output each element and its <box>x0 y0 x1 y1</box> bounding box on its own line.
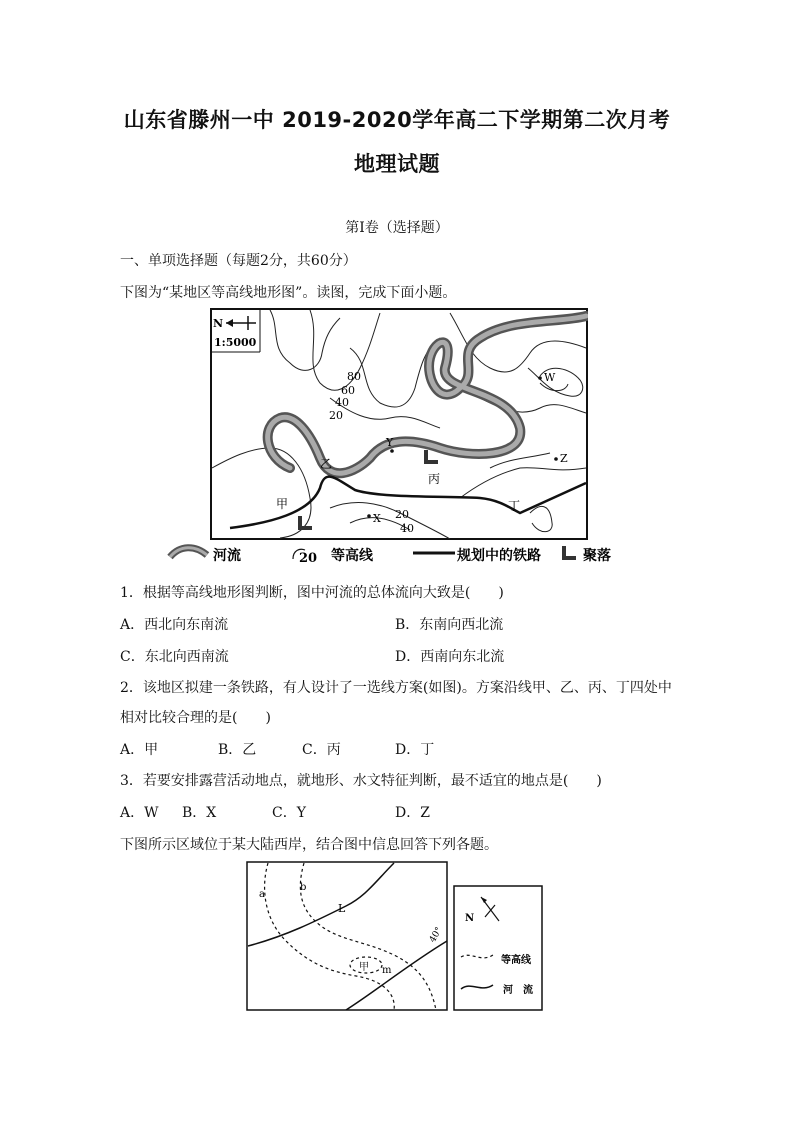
point-z: Z <box>560 452 568 465</box>
question-2-stem-cont: 相对比较合理的是( ) <box>120 710 271 726</box>
map2-label-b: b <box>300 882 307 893</box>
intro-text-1: 下图为“某地区等高线地形图”。读图，完成下面小题。 <box>120 285 457 301</box>
question-2-stem: 2．该地区拟建一条铁路，有人设计了一选线方案(如图)。方案沿线甲、乙、丙、丁四处中 <box>120 680 672 696</box>
contour-label: 40 <box>335 396 349 409</box>
map2-label-l: L <box>338 902 346 915</box>
legend-north: N <box>465 913 475 924</box>
region-map-legend <box>453 885 543 1011</box>
contour-label: 80 <box>347 370 361 383</box>
point-y: Y <box>386 436 394 449</box>
q1-option-c: C．东北向西南流 <box>120 649 229 665</box>
contour-label: 60 <box>341 384 355 397</box>
north-label: N <box>213 317 224 330</box>
contour-label: 20 <box>329 409 343 422</box>
legend-river2: 河 流 <box>503 985 533 996</box>
part-title: 一、单项选择题（每题2分，共60分） <box>120 253 357 269</box>
map-scale: 1:5000 <box>214 336 257 349</box>
place-jia: 甲 <box>276 497 289 511</box>
legend-river: 河流 <box>213 548 241 564</box>
paper-subtitle: 地理试题 <box>354 152 440 176</box>
q1-option-a: A．西北向东南流 <box>120 617 229 633</box>
legend-contour2: 等高线 <box>501 955 531 966</box>
legend-railway: 规划中的铁路 <box>457 548 541 564</box>
contour-map <box>210 308 588 540</box>
legend-contour-value: 20 <box>299 551 318 566</box>
map-legend <box>165 541 635 567</box>
map2-label-jia: 甲 <box>359 962 369 973</box>
question-3-stem: 3．若要安排露营活动地点，就地形、水文特征判断，最不适宜的地点是( ) <box>120 773 602 789</box>
q3-option-d: D．Z <box>395 805 430 821</box>
point-x: X <box>373 512 381 525</box>
region-map <box>246 861 448 1011</box>
map2-label-a: a <box>259 889 265 900</box>
contour-label: 20 <box>395 508 409 521</box>
paper-title: 山东省滕州一中 2019-2020学年高二下学期第二次月考 <box>123 108 671 132</box>
legend-settlement: 聚落 <box>583 548 611 564</box>
map2-latitude: 40° <box>427 925 445 945</box>
place-bing: 丙 <box>428 472 441 486</box>
section-title: 第Ⅰ卷（选择题） <box>345 220 449 236</box>
point-w: W <box>544 371 556 384</box>
place-yi: 乙 <box>320 457 333 471</box>
q3-option-c: C．Y <box>272 805 306 821</box>
question-1-stem: 1．根据等高线地形图判断，图中河流的总体流向大致是( ) <box>120 585 504 601</box>
q3-option-a: A．W <box>120 805 159 821</box>
map2-label-m: m <box>382 965 392 976</box>
q1-option-d: D．西南向东北流 <box>395 649 505 665</box>
q2-option-c: C．丙 <box>302 742 341 758</box>
intro-text-2: 下图所示区域位于某大陆西岸，结合图中信息回答下列各题。 <box>120 837 498 853</box>
contour-label: 40 <box>400 522 414 535</box>
legend-contour: 等高线 <box>331 548 373 564</box>
q1-option-b: B．东南向西北流 <box>395 617 504 633</box>
q3-option-b: B．X <box>182 805 217 821</box>
q2-option-a: A．甲 <box>120 742 159 758</box>
place-ding: 丁 <box>508 499 521 513</box>
q2-option-b: B．乙 <box>218 742 257 758</box>
q2-option-d: D．丁 <box>395 742 435 758</box>
